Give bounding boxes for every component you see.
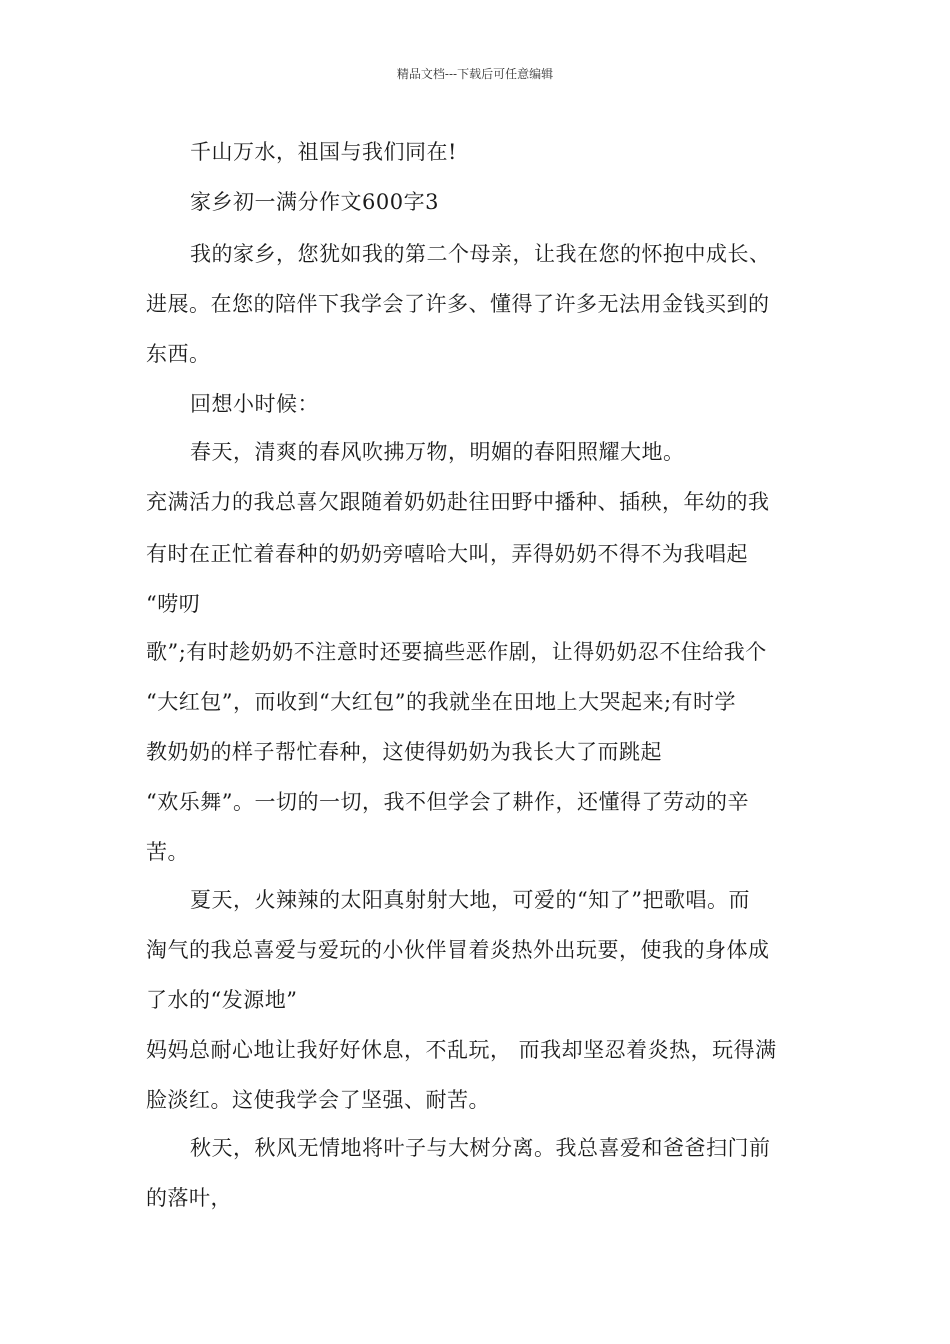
text-line: 了水的“发源地” xyxy=(146,988,298,1012)
text-line: 千山万水，祖国与我们同在! xyxy=(190,140,457,164)
text-line: 妈妈总耐心地让我好好休息，不乱玩， 而我却坚忍着炎热，玩得满 xyxy=(146,1038,777,1062)
text-line: 充满活力的我总喜欠跟随着奶奶赴往田野中播种、插秧，年幼的我 xyxy=(146,490,770,514)
text-line: 秋天，秋风无情地将叶子与大树分离。我总喜爱和爸爸扫门前 xyxy=(190,1136,771,1160)
text-line: 歌”;有时趁奶奶不注意时还要搞些恶作剧，让得奶奶忍不住给我个 xyxy=(146,640,767,664)
text-line: “大红包”，而收到“大红包”的我就坐在田地上大哭起来;有时学 xyxy=(146,690,737,714)
text-line: 有时在正忙着春种的奶奶旁嘻哈大叫，弄得奶奶不得不为我唱起 xyxy=(146,542,748,566)
text-line: 东西。 xyxy=(146,342,211,366)
text-line: 淘气的我总喜爱与爱玩的小伙伴冒着炎热外出玩要，使我的身体成 xyxy=(146,938,770,962)
text-line: 我的家乡，您犹如我的第二个母亲，让我在您的怀抱中成长、 xyxy=(190,242,771,266)
text-line: 的落叶， xyxy=(146,1186,232,1210)
text-line: 脸淡红。这使我学会了坚强、耐苦。 xyxy=(146,1088,490,1112)
text-line: 回想小时候： xyxy=(190,392,319,416)
text-line: 进展。在您的陪伴下我学会了许多、懂得了许多无法用金钱买到的 xyxy=(146,292,770,316)
text-line: 苦。 xyxy=(146,840,189,864)
text-line: “欢乐舞”。一切的一切，我不但学会了耕作，还懂得了劳动的辛 xyxy=(146,790,749,814)
text-line: 教奶奶的样子帮忙春种，这使得奶奶为我长大了而跳起 xyxy=(146,740,662,764)
text-line: 春天，清爽的春风吹拂万物，明媚的春阳照耀大地。 xyxy=(190,440,685,464)
text-line: 夏天，火辣辣的太阳真射射大地，可爱的“知了”把歌唱。而 xyxy=(190,888,750,912)
essay-title: 家乡初一满分作文600字3 xyxy=(190,190,439,214)
text-line: “唠叨 xyxy=(146,592,201,616)
page-header: 精品文档---下载后可任意编辑 xyxy=(396,67,554,81)
